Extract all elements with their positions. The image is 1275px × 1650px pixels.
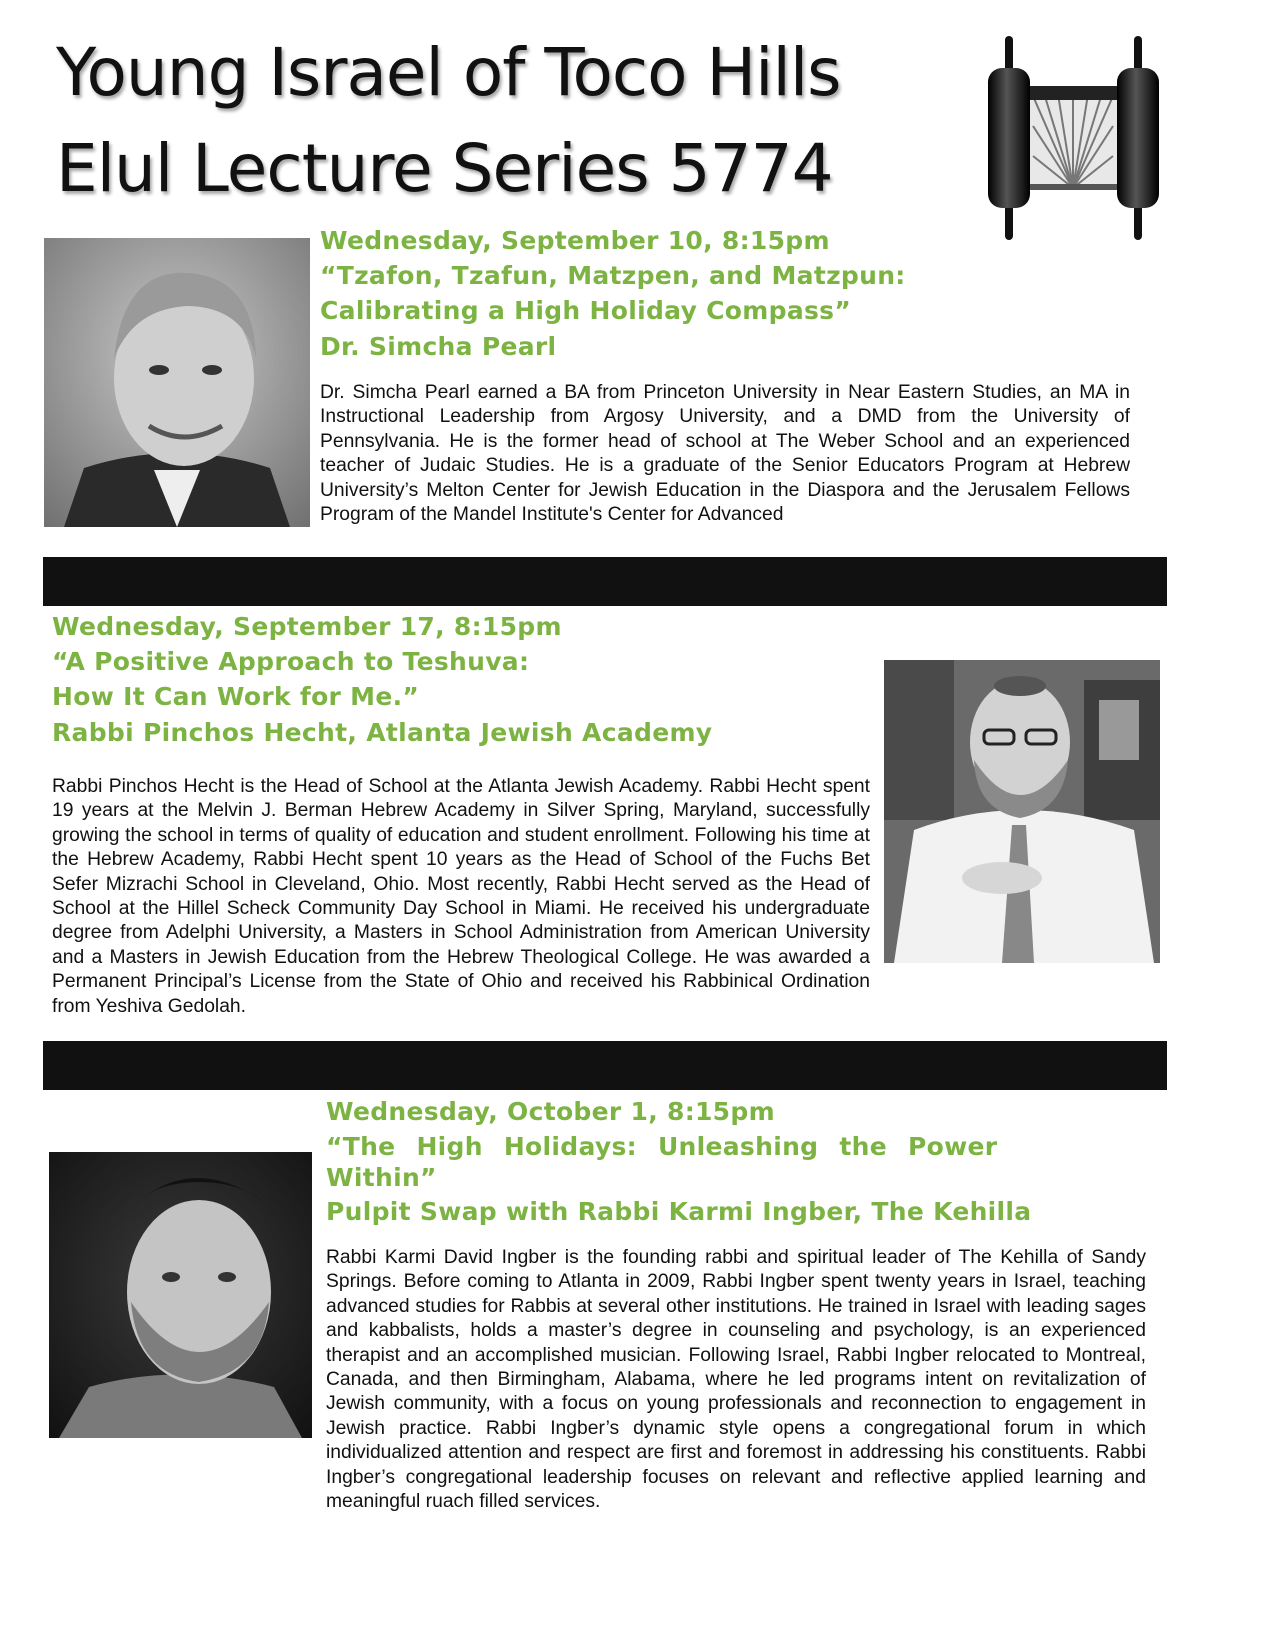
section-divider-1 <box>43 557 1167 606</box>
torah-scroll-icon <box>985 36 1165 240</box>
page-title-line1: Young Israel of Toco Hills <box>56 34 841 111</box>
lecture2-bio: Rabbi Pinchos Hecht is the Head of School at the Atlanta Jewish Academy. Rabbi Hecht spent 19 years at the Melvin J. Berman Hebrew Academy in Silver Spring, Maryland, successfully growing the school in terms of quality of education and student enrollment. Following his time at the Hebrew Academy, Rabbi Hecht spent 10 years as the Head of School of the Fuchs Bet Sefer Mizrachi School in Cleveland, Ohio. Most recently, Rabbi Hecht served as the Head of School at the Hillel Scheck Community Day School in Miami. He received his undergraduate degree from Adelphi University, a Masters in School Administration from American University and a Masters in Jewish Education from the Hebrew Theological College. He was awarded a Permanent Principal’s License from the State of Ohio and received his Rabbinical Ordination from Yeshiva Gedolah. <box>52 776 870 1017</box>
lecture3-date: Wednesday, October 1, 8:15pm <box>326 1097 775 1126</box>
lecture1-date: Wednesday, September 10, 8:15pm <box>320 226 830 255</box>
lecture1-title-line1: “Tzafon, Tzafun, Matzpen, and Matzpun: <box>320 261 906 290</box>
lecture1-title-line2: Calibrating a High Holiday Compass” <box>320 296 852 325</box>
lecture2-speaker: Rabbi Pinchos Hecht, Atlanta Jewish Academy <box>52 718 713 747</box>
lecture2-title-line1: “A Positive Approach to Teshuva: <box>52 647 530 676</box>
lecture3-speaker: Pulpit Swap with Rabbi Karmi Ingber, The Kehilla <box>326 1197 1032 1226</box>
lecture3-bio: Rabbi Karmi David Ingber is the founding rabbi and spiritual leader of The Kehilla of Sandy Springs. Before coming to Atlanta in 2009, Rabbi Ingber spent twenty years in Israel, teaching advanced studies for Rabbis at several other institutions. He trained in Israel with leading sages and kabbalists, holds a master’s degree in counseling and psychology, is an experienced therapist and an accomplished musician. Following Israel, Rabbi Ingber relocated to Montreal, Canada, and then Birmingham, Alabama, where he led programs intent on revitalization of Jewish community, with a focus on young professionals and reconnection to engagement in Jewish practice. Rabbi Ingber’s dynamic style opens a congregational forum in which individualized attention and respect are first and foremost in addressing his constituents. Rabbi Ingber’s congregational leadership focuses on relevant and reflective applied learning and meaningful ruach filled services. <box>326 1247 1146 1513</box>
speaker-photo-karmi-ingber <box>49 1152 312 1438</box>
page-title-line2: Elul Lecture Series 5774 <box>56 130 833 207</box>
speaker-photo-simcha-pearl <box>44 238 310 527</box>
lecture2-date: Wednesday, September 17, 8:15pm <box>52 612 562 641</box>
lecture3-title-line2: Within” <box>326 1163 437 1192</box>
lecture1-speaker: Dr. Simcha Pearl <box>320 332 557 361</box>
speaker-photo-pinchos-hecht <box>884 660 1160 963</box>
lecture2-title-line2: How It Can Work for Me.” <box>52 682 420 711</box>
lecture3-title-line1: “The High Holidays: Unleashing the Power <box>326 1132 998 1161</box>
section-divider-2 <box>43 1041 1167 1090</box>
lecture1-bio: Dr. Simcha Pearl earned a BA from Princeton University in Near Eastern Studies, an MA in Instructional Leadership from Argosy University, and a DMD from the University of Pennsylvania. He is the former head of school at The Weber School and an experienced teacher of Judaic Studies. He is a graduate of the Senior Educators Program at Hebrew University’s Melton Center for Jewish Education in the Diaspora and the Jerusalem Fellows Program of the Mandel Institute's Center for Advanced <box>320 382 1130 526</box>
